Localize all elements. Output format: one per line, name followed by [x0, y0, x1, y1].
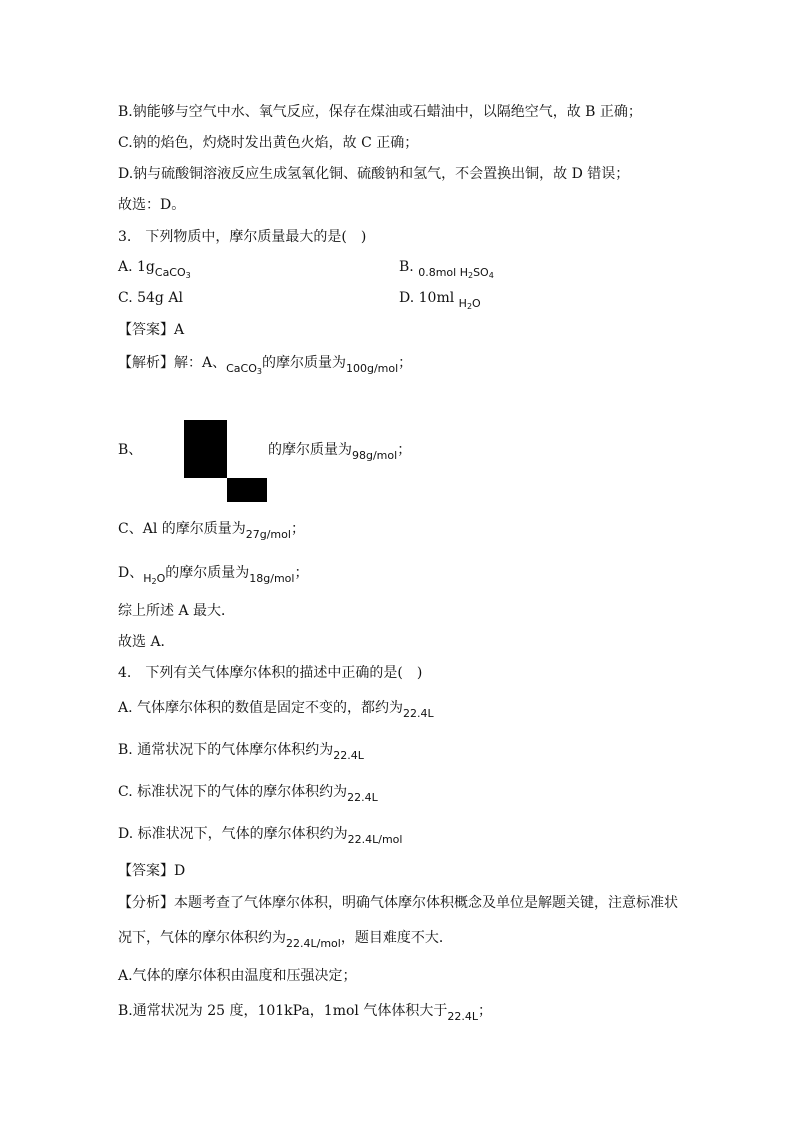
- q4-analysis-line1: 【分析】本题考查了气体摩尔体积，明确气体摩尔体积概念及单位是解题关键，注意标准状: [118, 895, 678, 911]
- question-4-stem: 4. 下列有关气体摩尔体积的描述中正确的是( ): [118, 665, 423, 681]
- explanation-line-b: B.钠能够与空气中水、氧气反应，保存在煤油或石蜡油中，以隔绝空气，故 B 正确；: [118, 104, 642, 120]
- question-3-stem: 3. 下列物质中，摩尔质量最大的是( ): [118, 229, 367, 245]
- q3-analysis-a: 【解析】解：A、$_{CaCO3}$的摩尔质量为$_{100g/mol}$；: [118, 355, 413, 376]
- q3-analysis-b: B、: [118, 442, 143, 458]
- q3-summary: 综上所述 A 最大．: [118, 603, 236, 619]
- q3-option-a: A. $1g_{CaCO3}$: [118, 259, 191, 280]
- q3-option-b: B. $_{0.8mol H2SO4}$: [399, 259, 494, 280]
- q3-analysis-b-text: 的摩尔质量为$_{98g/mol}$；: [268, 442, 412, 462]
- q4-answer: 【答案】D: [118, 863, 186, 879]
- explanation-line-d: D.钠与硫酸铜溶液反应生成氢氧化铜、硫酸钠和氢气，不会置换出铜，故 D 错误；: [118, 166, 630, 182]
- q4-analysis-a: A.气体的摩尔体积由温度和压强决定；: [118, 968, 357, 984]
- q3-analysis-d: D、$_{H2O}$的摩尔质量为$_{18g/mol}$；: [118, 565, 309, 586]
- q3-analysis-c: C、Al 的摩尔质量为$_{27g/mol}$；: [118, 521, 305, 541]
- q3-choose: 故选 A．: [118, 634, 175, 650]
- q4-analysis-line2: 况下，气体的摩尔体积约为$_{22.4L/mol}$，题目难度不大．: [118, 930, 453, 950]
- q4-option-b: B. 通常状况下的气体摩尔体积约为$_{22.4L}$: [118, 742, 364, 762]
- redacted-formula-block: [184, 420, 227, 478]
- q3-option-c: C. 54g Al: [118, 290, 183, 306]
- answer-choice-d: 故选：D。: [118, 197, 186, 213]
- q4-option-c: C. 标准状况下的气体的摩尔体积约为$_{22.4L}$: [118, 784, 378, 804]
- q4-analysis-b: B.通常状况为 25 度，101kPa，1mol 气体体积大于$_{22.4L}$；: [118, 1003, 492, 1023]
- q4-option-a: A. 气体摩尔体积的数值是固定不变的，都约为$_{22.4L}$: [118, 700, 434, 720]
- q3-answer: 【答案】A: [118, 322, 185, 338]
- q3-option-d: D. 10ml $_{H2O}$: [399, 290, 481, 311]
- redacted-formula-block: [227, 478, 267, 502]
- explanation-line-c: C.钠的焰色，灼烧时发出黄色火焰，故 C 正确；: [118, 135, 419, 151]
- q4-option-d: D. 标准状况下，气体的摩尔体积约为$_{22.4L/mol}$: [118, 826, 403, 846]
